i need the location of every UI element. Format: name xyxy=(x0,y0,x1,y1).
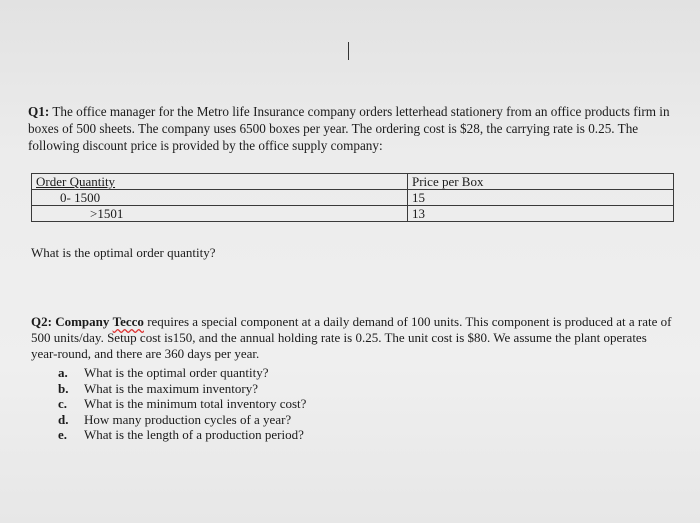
question-2-text: requires a special component at a daily demand of 100 units. This component is produced at a rate of 500 units/day. Setup cost is150, and the annual holding rate is 0.25. The unit cost is $80. We assume the plant operates year-round, and there are 360 days per year. xyxy=(31,314,672,361)
table-header-cell: Price per Box xyxy=(408,174,674,190)
table-cell: 0- 1500 xyxy=(32,190,408,206)
table-row xyxy=(32,190,674,206)
discount-price-table xyxy=(31,173,674,222)
table-cell: >1501 xyxy=(32,206,408,222)
list-item: e. What is the length of a production period? xyxy=(58,427,304,442)
table-header-cell: Order Quantity xyxy=(32,174,408,190)
question-1-paragraph xyxy=(28,103,676,154)
question-1-text: The office manager for the Metro life Insurance company orders letterhead stationery from an office products firm in boxes of 500 sheets. The company uses 6500 boxes per year. The ordering cost is $28, the carrying rate is 0.25. The following discount price is provided by the office supply company: xyxy=(28,104,670,153)
question-2-subquestions xyxy=(58,365,306,443)
question-2-paragraph xyxy=(31,314,676,362)
table-cell: 15 xyxy=(408,190,674,206)
table-header-row xyxy=(32,174,674,190)
question-2-company-name: Tecco xyxy=(112,314,144,329)
list-item: c. What is the minimum total inventory cost? xyxy=(58,396,307,411)
question-1-label: Q1: xyxy=(28,104,50,119)
table-row xyxy=(32,206,674,222)
question-1-ask: What is the optimal order quantity? xyxy=(31,245,216,260)
list-item: d. How many production cycles of a year? xyxy=(58,411,292,427)
question-2-company-prefix: Company xyxy=(55,314,110,329)
table-cell: 13 xyxy=(408,206,674,222)
question-2-label: Q2: xyxy=(31,314,52,329)
list-item: a. What is the optimal order quantity? xyxy=(58,365,269,380)
list-item: b. What is the maximum inventory? xyxy=(58,380,259,396)
text-cursor xyxy=(348,42,349,60)
